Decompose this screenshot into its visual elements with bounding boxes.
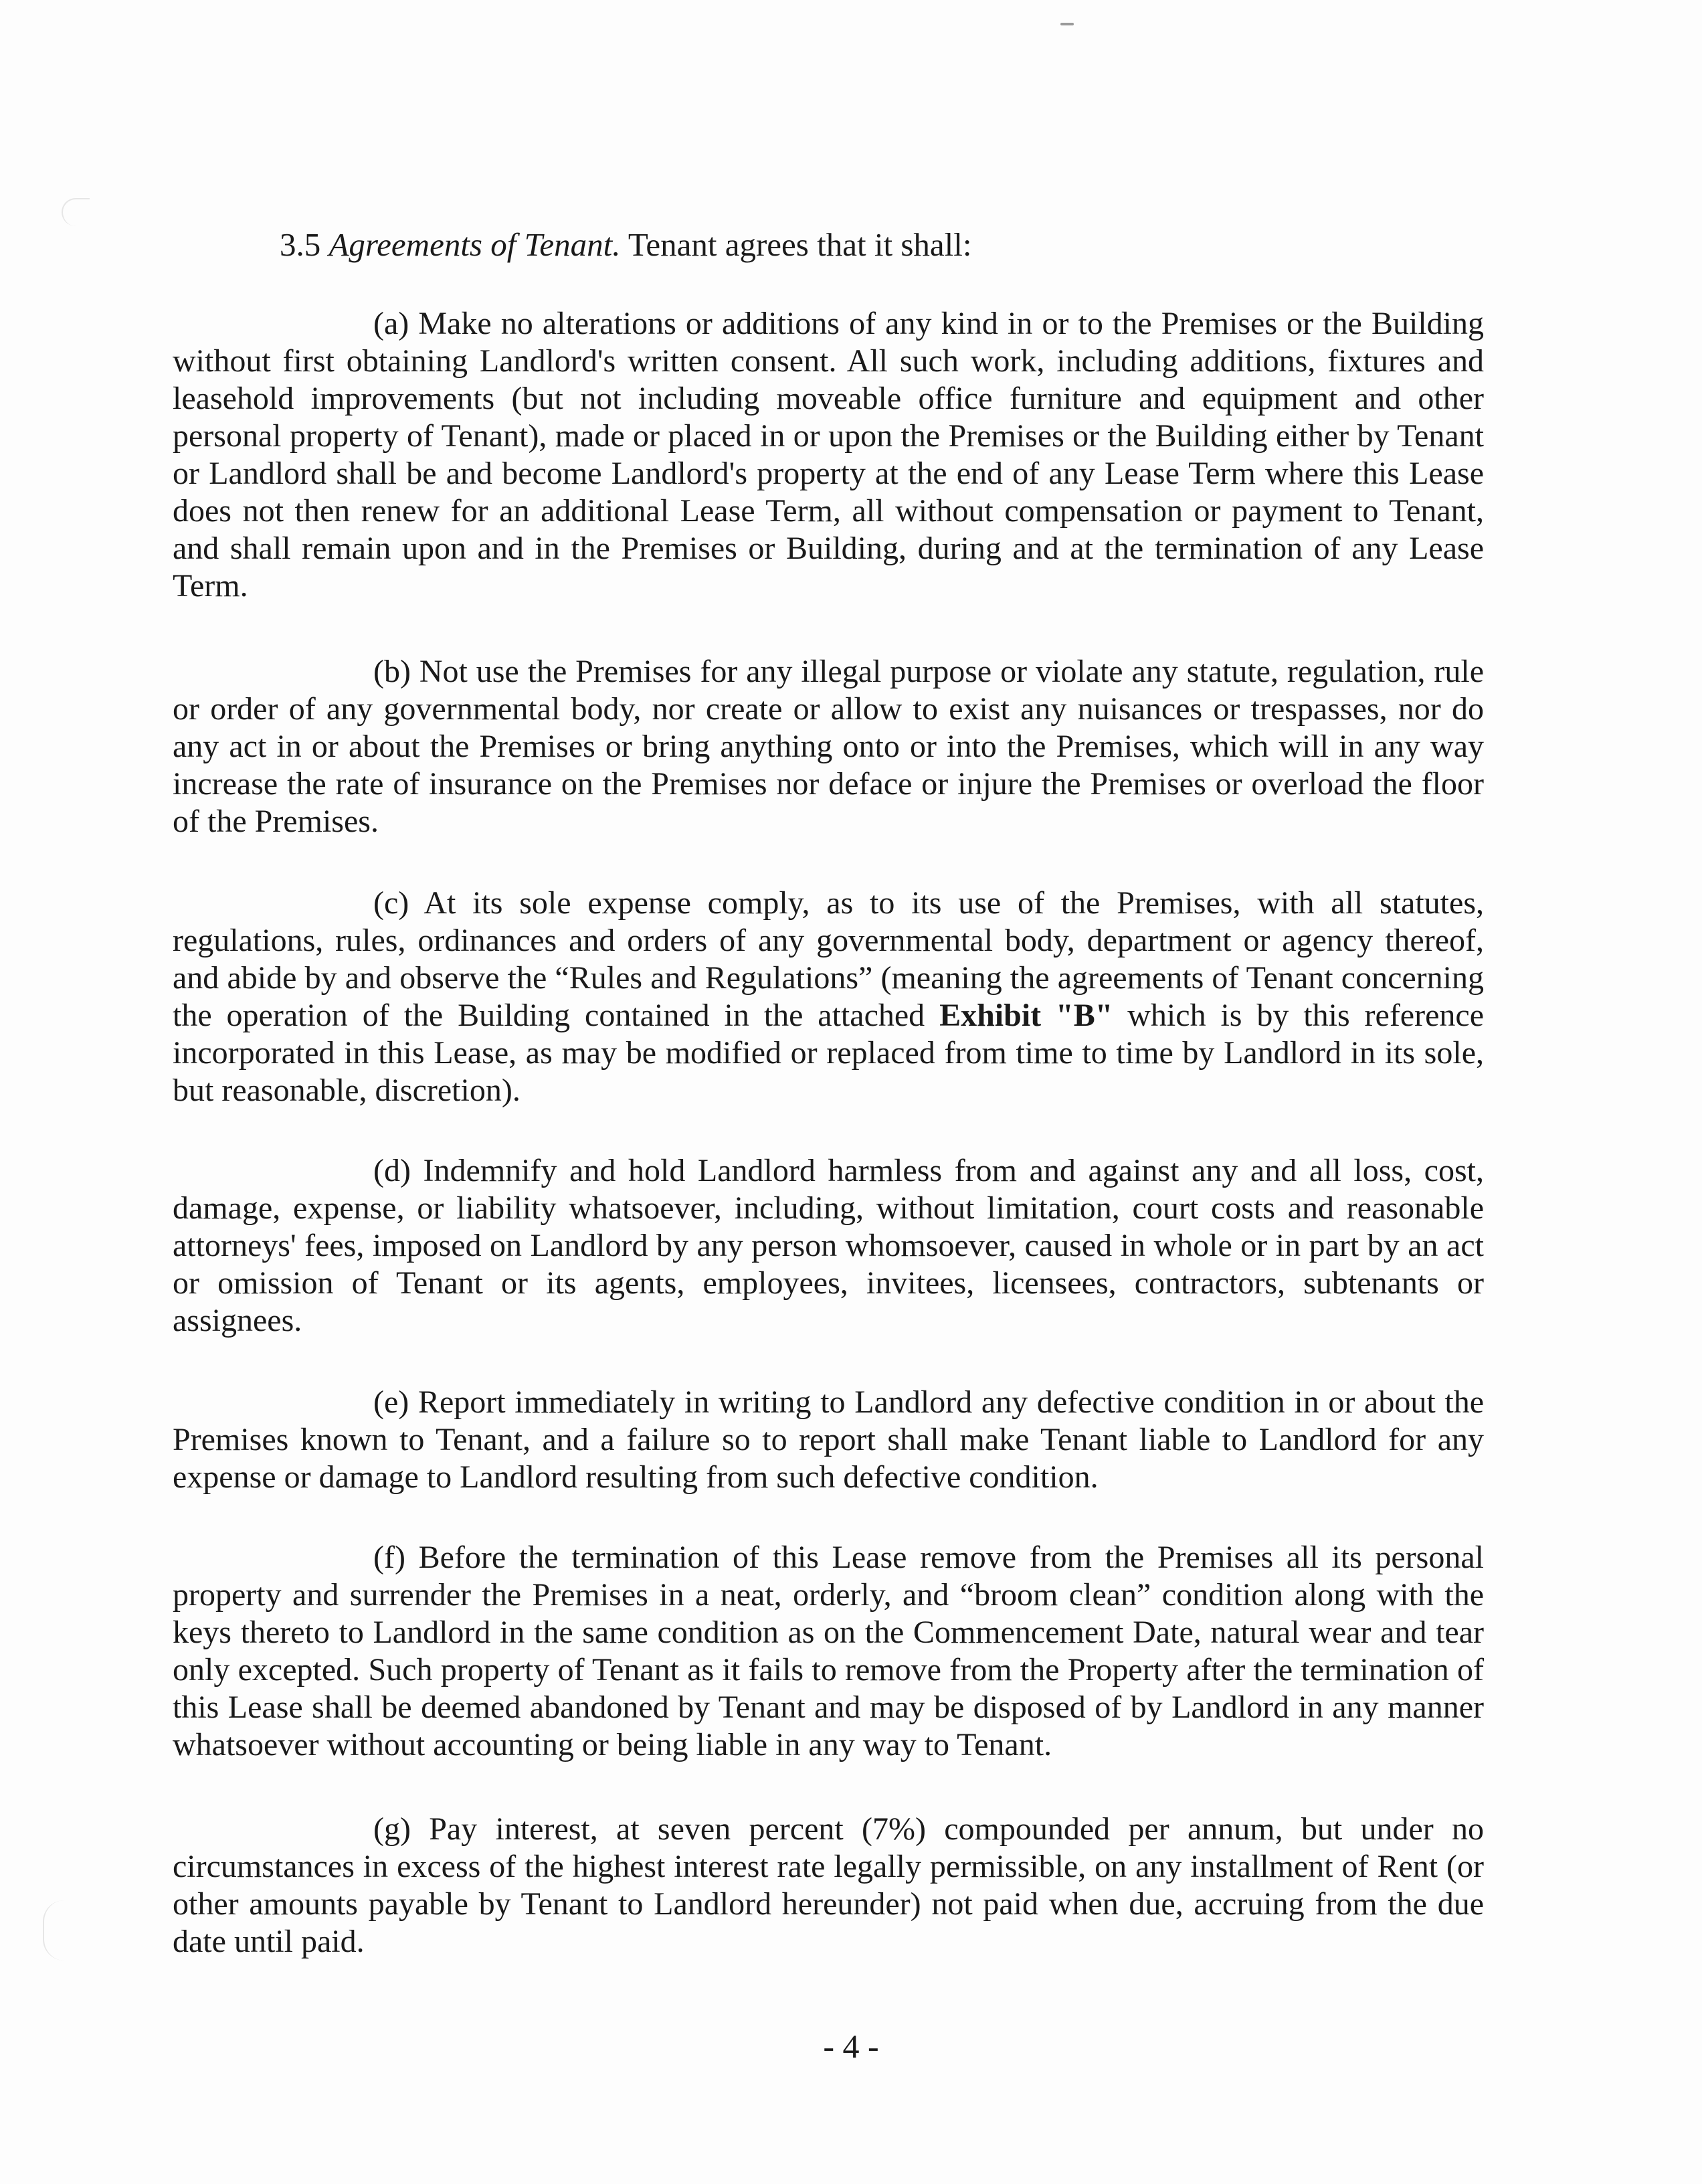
section-number: 3.5: [280, 226, 321, 263]
clause-d: (d) Indemnify and hold Landlord harmless from and against any and all loss, cost, damage, expense, or liability whatsoever, including, without limitation, court costs and reasonable attorneys' fees, imposed on Landlord by any person whomsoever, caused in whole or in part by an act or omission of Tenant or its agents, employees, invitees, licensees, contractors, subtenants or assignees.: [173, 1153, 1484, 1338]
scan-edge-mark: [43, 1900, 64, 1961]
scan-speck: [1060, 23, 1074, 25]
clause-c-text-continued: which is by this reference incorporated in this Lease, as may be modified or replaced from time to time by Landlord in its sole, but reasonable, discretion).: [173, 998, 1485, 1108]
clause-c: [173, 885, 1484, 1109]
section-intro: Tenant agrees that it shall:: [628, 226, 972, 263]
section-heading: [280, 221, 1551, 269]
scan-edge-mark: [62, 198, 90, 226]
clause-g: (g) Pay interest, at seven percent (7%) compounded per annum, but under no circumstances in excess of the highest interest rate legally permissible, on any installment of Rent (or other amounts payable by Tenant to Landlord hereunder) not paid when due, accruing from the due date until paid.: [173, 1811, 1484, 1959]
clause-b: (b) Not use the Premises for any illegal purpose or violate any statute, regulation, rule or order of any governmental body, nor create or allow to exist any nuisances or trespasses, nor do any act in or about the Premises or bring anything onto or into the Premises, which will in any way increase the rate of insurance on the Premises nor deface or injure the Premises or overload the floor of the Premises.: [173, 654, 1484, 839]
clause-a: (a) Make no alterations or additions of any kind in or to the Premises or the Building without first obtaining Landlord's written consent. All such work, including additions, fixtures and leasehold improvements (but not including moveable office furniture and equipment and other personal property of Tenant), made or placed in or upon the Premises or the Building either by Tenant or Landlord shall be and become Landlord's property at the end of any Lease Term where this Lease does not then renew for an additional Lease Term, all without compensation or payment to Tenant, and shall remain upon and in the Premises or Building, during and at the termination of any Lease Term.: [173, 306, 1484, 604]
clause-e: (e) Report immediately in writing to Landlord any defective condition in or about the Premises known to Tenant, and a failure so to report shall make Tenant liable to Landlord for any expense or damage to Landlord resulting from such defective condition.: [173, 1384, 1484, 1495]
section-title: Agreements of Tenant.: [328, 226, 621, 263]
page-number: - 4 -: [823, 2027, 879, 2065]
exhibit-b-reference: Exhibit "B": [939, 998, 1113, 1033]
clause-f: (f) Before the termination of this Lease remove from the Premises all its personal property and surrender the Premises in a neat, orderly, and “broom clean” condition along with the keys thereto to Landlord in the same condition as on the Commencement Date, natural wear and tear only excepted. Such property of Tenant as it fails to remove from the Property after the termination of this Lease shall be deemed abandoned by Tenant and may be disposed of by Landlord in any manner whatsoever without accounting or being liable in any way to Tenant.: [173, 1540, 1484, 1762]
clause-c-text: (c) At its sole expense comply, as to its use of the Premises, with all statutes, regulations, rules, ordinances and orders of any governmental body, department or agency thereof, and abide by and observe the “Rules and Regulations” (meaning the agreements of Tenant concerning the operation of the Building contained in the attached: [173, 885, 1484, 1033]
